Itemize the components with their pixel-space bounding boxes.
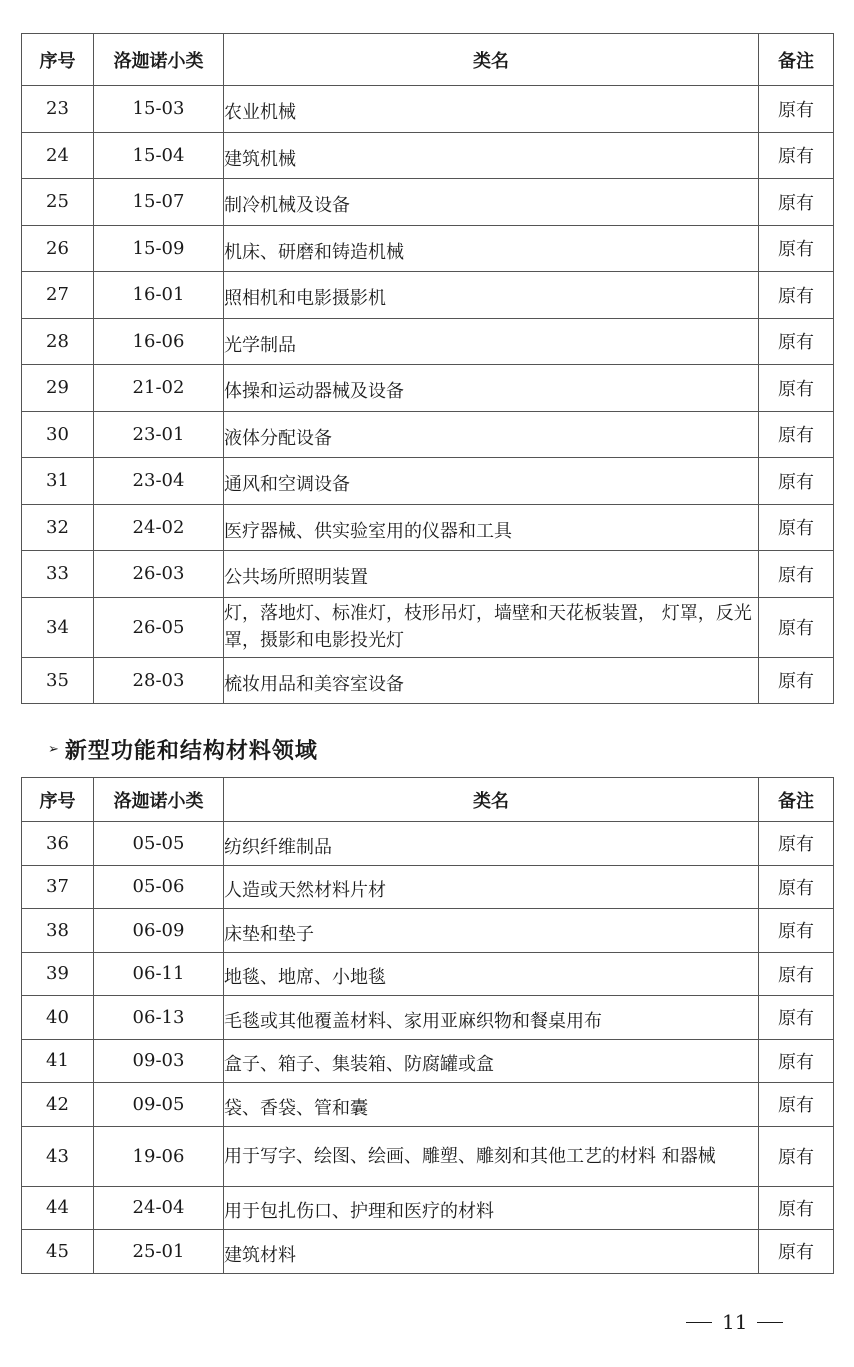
table-row bbox=[22, 458, 834, 505]
row-index: 34 bbox=[22, 597, 94, 657]
table-row bbox=[22, 272, 834, 319]
table-row bbox=[22, 411, 834, 458]
table-1-body bbox=[22, 86, 834, 704]
row-note: 原有 bbox=[759, 365, 834, 412]
row-locarno-code: 25-01 bbox=[94, 1230, 224, 1274]
row-class-name: 地毯、地席、小地毯 bbox=[224, 952, 759, 996]
row-index: 31 bbox=[22, 458, 94, 505]
row-note: 原有 bbox=[759, 597, 834, 657]
row-locarno-code: 09-05 bbox=[94, 1083, 224, 1127]
page-number-value: 11 bbox=[722, 1310, 748, 1334]
row-index: 32 bbox=[22, 504, 94, 551]
row-class-name: 盒子、箱子、集装箱、防腐罐或盒 bbox=[224, 1039, 759, 1083]
row-note: 原有 bbox=[759, 411, 834, 458]
row-locarno-code: 24-04 bbox=[94, 1186, 224, 1230]
category-table-1 bbox=[21, 33, 834, 704]
header-locarno-subclass: 洛迦诺小类 bbox=[94, 778, 224, 822]
row-index: 41 bbox=[22, 1039, 94, 1083]
table-row bbox=[22, 551, 834, 598]
row-note: 原有 bbox=[759, 179, 834, 226]
row-locarno-code: 15-09 bbox=[94, 225, 224, 272]
row-locarno-code: 15-07 bbox=[94, 179, 224, 226]
row-index: 28 bbox=[22, 318, 94, 365]
table-header-row bbox=[22, 778, 834, 822]
header-note: 备注 bbox=[759, 34, 834, 86]
row-locarno-code: 21-02 bbox=[94, 365, 224, 412]
row-locarno-code: 23-01 bbox=[94, 411, 224, 458]
row-class-name: 机床、研磨和铸造机械 bbox=[224, 225, 759, 272]
row-note: 原有 bbox=[759, 458, 834, 505]
table-header-row bbox=[22, 34, 834, 86]
header-class-name: 类名 bbox=[224, 778, 759, 822]
row-locarno-code: 16-01 bbox=[94, 272, 224, 319]
table-row bbox=[22, 86, 834, 133]
row-index: 39 bbox=[22, 952, 94, 996]
table-row bbox=[22, 1126, 834, 1186]
row-class-name: 制冷机械及设备 bbox=[224, 179, 759, 226]
row-index: 40 bbox=[22, 996, 94, 1040]
table-row bbox=[22, 225, 834, 272]
row-index: 37 bbox=[22, 865, 94, 909]
table-row bbox=[22, 909, 834, 953]
row-note: 原有 bbox=[759, 132, 834, 179]
row-locarno-code: 05-05 bbox=[94, 822, 224, 866]
row-index: 24 bbox=[22, 132, 94, 179]
row-locarno-code: 16-06 bbox=[94, 318, 224, 365]
row-class-name: 农业机械 bbox=[224, 86, 759, 133]
row-note: 原有 bbox=[759, 952, 834, 996]
row-note: 原有 bbox=[759, 657, 834, 704]
row-class-name: 灯，落地灯、标准灯，枝形吊灯，墙壁和天花板装置， 灯罩，反光罩，摄影和电影投光灯 bbox=[224, 597, 759, 657]
row-class-name: 用于写字、绘图、绘画、雕塑、雕刻和其他工艺的材料 和器械 bbox=[224, 1126, 759, 1186]
row-note: 原有 bbox=[759, 1126, 834, 1186]
dash-right bbox=[757, 1322, 783, 1323]
row-locarno-code: 26-03 bbox=[94, 551, 224, 598]
row-class-name: 医疗器械、供实验室用的仪器和工具 bbox=[224, 504, 759, 551]
row-class-name: 建筑材料 bbox=[224, 1230, 759, 1274]
table-row bbox=[22, 504, 834, 551]
header-class-name: 类名 bbox=[224, 34, 759, 86]
row-note: 原有 bbox=[759, 86, 834, 133]
row-locarno-code: 28-03 bbox=[94, 657, 224, 704]
table-row bbox=[22, 365, 834, 412]
table-row bbox=[22, 1083, 834, 1127]
row-class-name: 建筑机械 bbox=[224, 132, 759, 179]
row-note: 原有 bbox=[759, 504, 834, 551]
row-index: 44 bbox=[22, 1186, 94, 1230]
header-index: 序号 bbox=[22, 778, 94, 822]
section-heading bbox=[48, 734, 318, 765]
page-number bbox=[686, 1310, 783, 1334]
row-class-name: 人造或天然材料片材 bbox=[224, 865, 759, 909]
table-row bbox=[22, 822, 834, 866]
row-index: 42 bbox=[22, 1083, 94, 1127]
row-locarno-code: 06-13 bbox=[94, 996, 224, 1040]
table-row bbox=[22, 597, 834, 657]
row-note: 原有 bbox=[759, 822, 834, 866]
section-title: 新型功能和结构材料领域 bbox=[64, 739, 318, 764]
row-note: 原有 bbox=[759, 551, 834, 598]
row-index: 33 bbox=[22, 551, 94, 598]
row-note: 原有 bbox=[759, 1083, 834, 1127]
row-note: 原有 bbox=[759, 865, 834, 909]
row-locarno-code: 19-06 bbox=[94, 1126, 224, 1186]
row-note: 原有 bbox=[759, 1186, 834, 1230]
arrow-bullet-icon: ➢ bbox=[48, 742, 60, 757]
table-row bbox=[22, 657, 834, 704]
row-class-name: 床垫和垫子 bbox=[224, 909, 759, 953]
row-class-name: 袋、香袋、管和囊 bbox=[224, 1083, 759, 1127]
table-row bbox=[22, 1186, 834, 1230]
row-index: 43 bbox=[22, 1126, 94, 1186]
row-class-name: 毛毯或其他覆盖材料、家用亚麻织物和餐桌用布 bbox=[224, 996, 759, 1040]
category-table-2 bbox=[21, 777, 834, 1274]
row-class-name: 液体分配设备 bbox=[224, 411, 759, 458]
row-note: 原有 bbox=[759, 909, 834, 953]
row-class-name: 照相机和电影摄影机 bbox=[224, 272, 759, 319]
table-row bbox=[22, 1039, 834, 1083]
table-row bbox=[22, 318, 834, 365]
row-note: 原有 bbox=[759, 272, 834, 319]
row-note: 原有 bbox=[759, 225, 834, 272]
table-row bbox=[22, 1230, 834, 1274]
table-row bbox=[22, 996, 834, 1040]
row-index: 35 bbox=[22, 657, 94, 704]
row-index: 23 bbox=[22, 86, 94, 133]
row-locarno-code: 26-05 bbox=[94, 597, 224, 657]
row-locarno-code: 06-11 bbox=[94, 952, 224, 996]
row-locarno-code: 15-04 bbox=[94, 132, 224, 179]
row-note: 原有 bbox=[759, 318, 834, 365]
row-locarno-code: 15-03 bbox=[94, 86, 224, 133]
row-locarno-code: 23-04 bbox=[94, 458, 224, 505]
row-index: 30 bbox=[22, 411, 94, 458]
row-class-name: 通风和空调设备 bbox=[224, 458, 759, 505]
row-class-name: 纺织纤维制品 bbox=[224, 822, 759, 866]
header-index: 序号 bbox=[22, 34, 94, 86]
row-locarno-code: 06-09 bbox=[94, 909, 224, 953]
row-class-name: 梳妆用品和美容室设备 bbox=[224, 657, 759, 704]
row-index: 38 bbox=[22, 909, 94, 953]
row-index: 29 bbox=[22, 365, 94, 412]
table-row bbox=[22, 132, 834, 179]
table-row bbox=[22, 865, 834, 909]
row-index: 27 bbox=[22, 272, 94, 319]
row-class-name: 光学制品 bbox=[224, 318, 759, 365]
row-note: 原有 bbox=[759, 1039, 834, 1083]
table-row bbox=[22, 952, 834, 996]
row-class-name: 体操和运动器械及设备 bbox=[224, 365, 759, 412]
row-locarno-code: 24-02 bbox=[94, 504, 224, 551]
row-class-name: 公共场所照明装置 bbox=[224, 551, 759, 598]
row-note: 原有 bbox=[759, 1230, 834, 1274]
header-note: 备注 bbox=[759, 778, 834, 822]
row-index: 26 bbox=[22, 225, 94, 272]
dash-left bbox=[686, 1322, 712, 1323]
table-2-body bbox=[22, 822, 834, 1274]
row-locarno-code: 05-06 bbox=[94, 865, 224, 909]
row-index: 25 bbox=[22, 179, 94, 226]
row-index: 45 bbox=[22, 1230, 94, 1274]
row-index: 36 bbox=[22, 822, 94, 866]
row-locarno-code: 09-03 bbox=[94, 1039, 224, 1083]
table-row bbox=[22, 179, 834, 226]
row-note: 原有 bbox=[759, 996, 834, 1040]
header-locarno-subclass: 洛迦诺小类 bbox=[94, 34, 224, 86]
row-class-name: 用于包扎伤口、护理和医疗的材料 bbox=[224, 1186, 759, 1230]
